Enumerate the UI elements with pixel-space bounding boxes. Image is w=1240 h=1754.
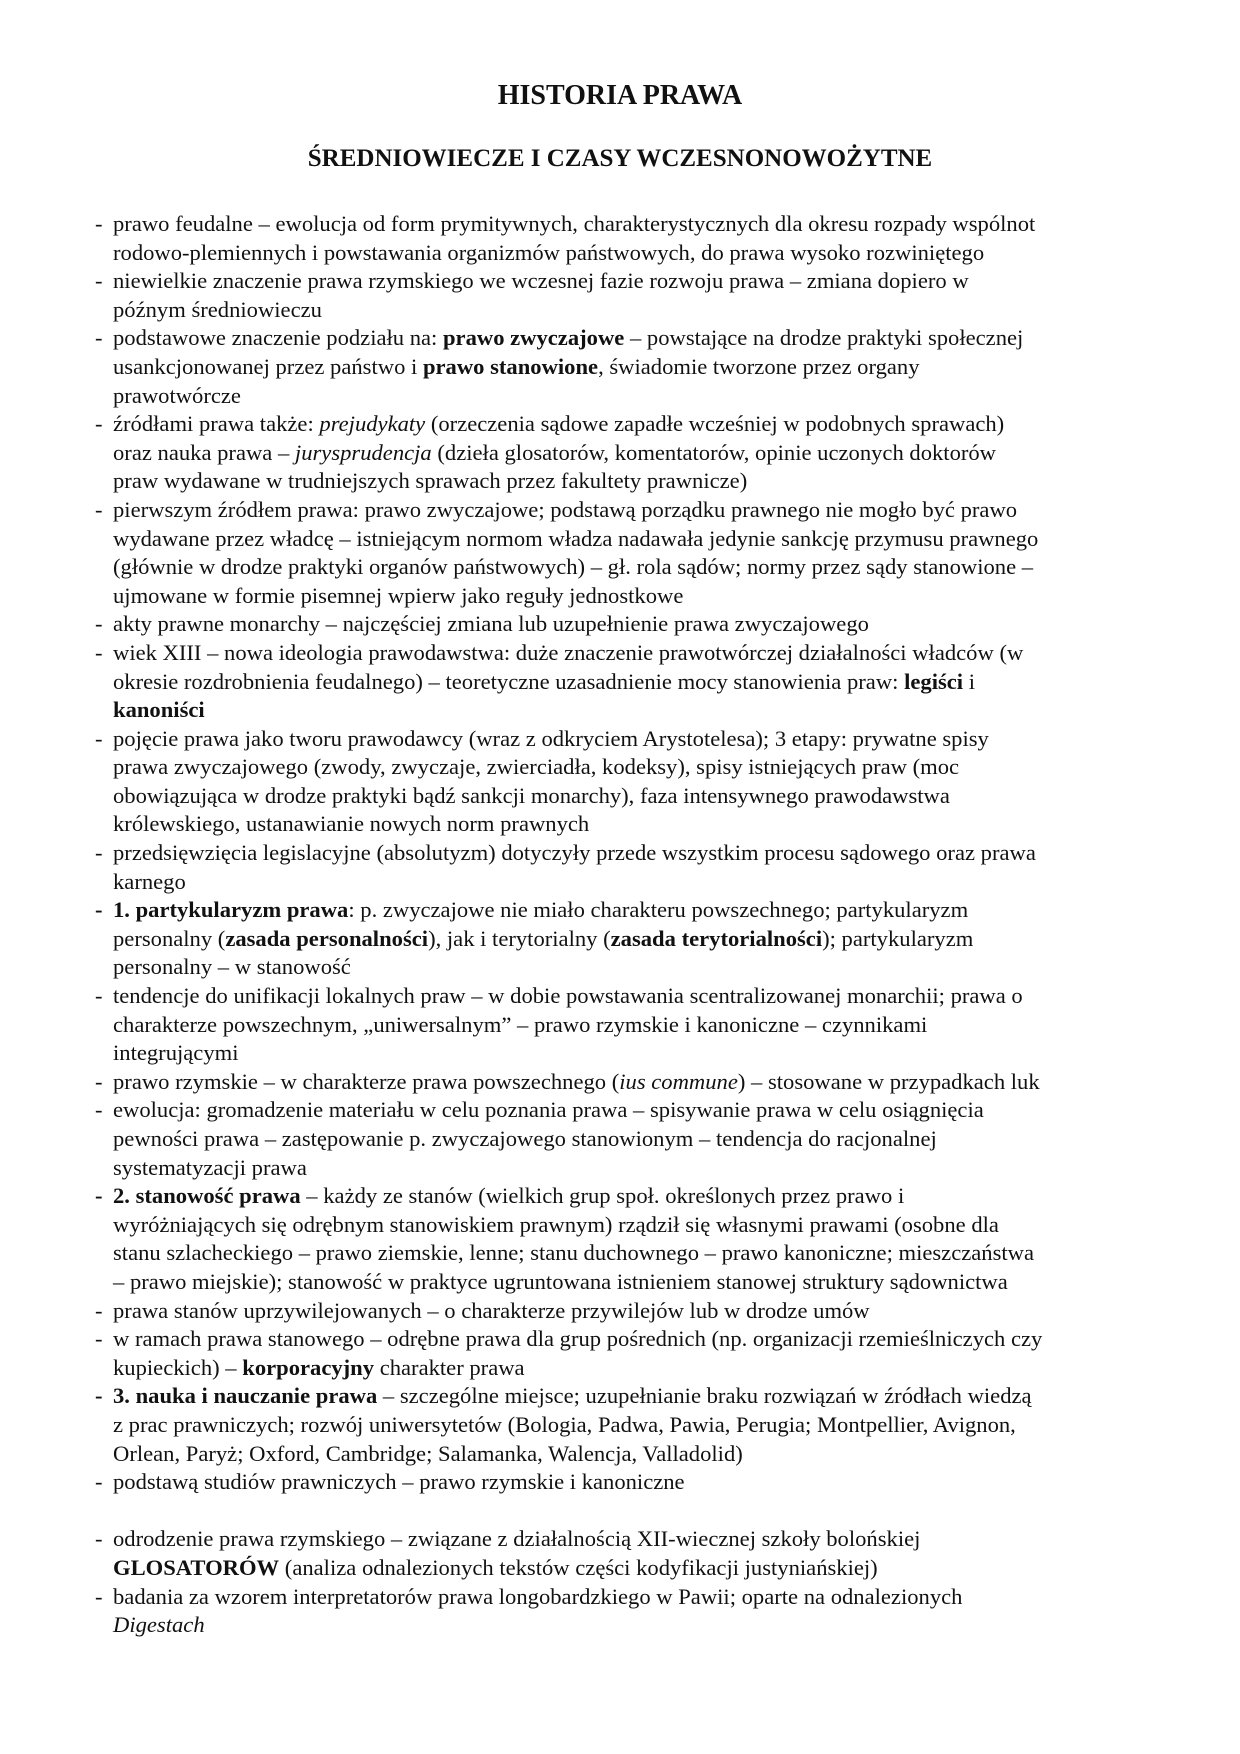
text-line [113,725,1155,754]
text-segment: (głównie w drodze praktyki organów państwowych) – gł. rola sądów; normy przez sądy stanowione – [113,554,1034,580]
text-segment: pierwszym źródłem prawa: prawo zwyczajowe; podstawą porządku prawnego nie mogło być prawo [113,496,1018,522]
text-segment: rodowo-plemiennych i powstawania organizmów państwowych, do prawa wysoko rozwiniętego [113,239,985,265]
text-segment: charakterze powszechnym, „uniwersalnym” – prawo rzymskie i kanoniczne – czynnikami [113,1011,928,1037]
text-segment: pojęcie prawa jako tworu prawodawcy (wraz z odkryciem Arystotelesa); 3 etapy: prywatne spisy [113,725,989,751]
text-segment: charakter prawa [374,1354,525,1380]
text-segment: ) – stosowane w przypadkach luk [737,1068,1040,1094]
bold-term: legiści [904,668,964,694]
bold-term: 2. stanowość prawa [113,1183,301,1209]
bullet-dash: - [95,1469,103,1495]
text-line [113,496,1155,525]
bold-term: kanoniści [113,697,205,723]
text-segment: (dzieła glosatorów, komentatorów, opinie uczonych doktorów [431,439,997,465]
list-item [95,1468,1155,1497]
text-line [113,525,1155,554]
list-item [95,324,1155,410]
text-segment: z prac prawniczych; rozwój uniwersytetów (Bologia, Padwa, Pawia, Perugia; Montpellier, Avignon, [113,1411,1016,1437]
text-segment: (orzeczenia sądowe zapadłe wcześniej w podobnych sprawach) [425,411,1005,437]
text-line [113,1268,1155,1297]
text-segment: akty prawne monarchy – najczęściej zmiana lub uzupełnienie prawa zwyczajowego [113,611,869,637]
text-segment: integrującymi [113,1040,239,1066]
text-line [113,296,1155,325]
text-segment: odrodzenie prawa rzymskiego – związane z działalnością XII-wiecznej szkoły bolońskiej [113,1526,921,1552]
bullet-dash: - [95,1526,103,1552]
bullet-dash: - [95,1183,103,1209]
text-line [113,982,1155,1011]
bold-term: korporacyjny [242,1354,375,1380]
text-segment: tendencje do unifikacji lokalnych praw – w dobie powstawania scentralizowanej monarchii; prawa o [113,983,1023,1009]
text-segment: usankcjonowanej przez państwo i [113,353,423,379]
text-line [113,696,1155,725]
text-line [113,382,1155,411]
bullet-dash: - [95,411,103,437]
list-item [95,639,1155,725]
text-segment: w ramach prawa stanowego – odrębne prawa dla grup pośrednich (np. organizacji rzemieślniczych czy [113,1326,1043,1352]
text-segment: okresie rozdrobnienia feudalnego) – teoretyczne uzasadnienie mocy stanowienia praw: [113,668,905,694]
text-segment: przedsięwzięcia legislacyjne (absolutyzm) dotyczyły przede wszystkim procesu sądowego oraz prawa [113,840,1036,866]
list-item [95,839,1155,896]
list-item [95,410,1155,496]
text-line [113,267,1155,296]
text-line [113,1325,1155,1354]
text-segment: źródłami prawa także: [113,411,320,437]
text-segment: prawa stanów uprzywilejowanych – o charakterze przywilejów lub w drodze umów [113,1297,870,1323]
text-segment: stanu szlacheckiego – prawo ziemskie, lenne; stanu duchownego – prawo kanoniczne; mieszczaństwa [113,1240,1034,1266]
bullet-dash: - [95,611,103,637]
bold-term: 3. nauka i nauczanie prawa [113,1383,378,1409]
text-line [113,668,1155,697]
text-line [113,1039,1155,1068]
list-item [95,896,1155,982]
bullet-dash: - [95,1383,103,1409]
list-item [95,1382,1155,1468]
text-line [113,1354,1155,1383]
text-line [113,1182,1155,1211]
text-line [113,1239,1155,1268]
text-segment: prawo rzymskie – w charakterze prawa powszechnego ( [113,1068,620,1094]
text-line [113,1411,1155,1440]
blank-line [95,1497,1155,1526]
text-line [113,753,1155,782]
bullet-dash: - [95,897,103,923]
bullet-dash: - [95,1297,103,1323]
text-segment: obowiązująca w drodze praktyki bądź sankcji monarchy), faza intensywnego prawodawstwa [113,782,950,808]
text-line [113,839,1155,868]
text-segment: prawo feudalne – ewolucja od form prymitywnych, charakterystycznych dla okresu rozpady wspólnot [113,211,1036,236]
list-item [95,982,1155,1068]
text-line [113,1583,1155,1612]
bullet-dash: - [95,325,103,351]
text-line [113,467,1155,496]
text-segment: kupieckich) – [113,1354,243,1380]
text-segment: ujmowane w formie pisemnej wpierw jako reguły jednostkowe [113,582,684,608]
document-subtitle: ŚREDNIOWIECZE I CZASY WCZESNONOWOŻYTNE [307,145,933,172]
text-line [113,324,1155,353]
list-item [95,1068,1155,1097]
text-segment: systematyzacji prawa [113,1154,307,1180]
italic-term: Digestach [113,1612,205,1638]
text-segment: – każdy ze stanów (wielkich grup społ. określonych przez prawo i [300,1183,905,1209]
list-item [95,210,1155,267]
text-line [113,1468,1155,1497]
text-segment: królewskiego, ustanawianie nowych norm prawnych [113,811,590,837]
text-segment: personalny – w stanowość [113,954,351,980]
text-segment: prawa zwyczajowego (zwody, zwyczaje, zwierciadła, kodeksy), spisy istniejących praw (moc [113,754,960,780]
list-item [95,1182,1155,1296]
text-segment: – powstające na drodze praktyki społecznej [624,325,1024,351]
text-segment: późnym średniowieczu [113,296,322,322]
text-line [113,353,1155,382]
text-segment: niewielkie znaczenie prawa rzymskiego we wczesnej fazie rozwoju prawa – zmiana dopiero w [113,268,969,294]
text-segment: Orlean, Paryż; Oxford, Cambridge; Salamanka, Walencja, Valladolid) [113,1440,743,1466]
italic-term: prejudykaty [319,411,426,437]
text-line [113,1554,1155,1583]
text-segment: ), jak i terytorialny ( [428,925,611,951]
bullet-dash: - [95,1068,103,1094]
text-line [113,868,1155,897]
text-segment: badania za wzorem interpretatorów prawa longobardzkiego w Pawii; oparte na odnalezionych [113,1583,963,1609]
text-line [113,1125,1155,1154]
text-line [113,610,1155,639]
bullet-dash: - [95,211,103,236]
text-line [113,1611,1155,1640]
text-line [113,582,1155,611]
text-line [113,1011,1155,1040]
text-segment: : p. zwyczajowe nie miało charakteru powszechnego; partykularyzm [348,897,969,923]
text-line [113,782,1155,811]
text-segment: podstawą studiów prawniczych – prawo rzymskie i kanoniczne [113,1469,685,1495]
text-line [113,925,1155,954]
text-line [113,1096,1155,1125]
text-segment: – prawo miejskie); stanowość w praktyce ugruntowana istnieniem stanowej struktury sądownictwa [113,1268,1008,1294]
list-item [95,496,1155,610]
bullet-dash: - [95,496,103,522]
text-segment: wydawane przez władcę – istniejącym normom władza nadawała jedynie sankcję przymusu prawnego [113,525,1039,551]
text-line [113,1297,1155,1326]
bold-term: GLOSATORÓW [113,1554,280,1580]
text-segment: pewności prawa – zastępowanie p. zwyczajowego stanowionym – tendencja do racjonalnej [113,1126,937,1151]
bullet-dash: - [95,725,103,751]
text-line [113,1211,1155,1240]
bullet-dash: - [95,639,103,665]
bullet-dash: - [95,1097,103,1123]
list-item [95,1325,1155,1382]
text-segment: wyróżniających się odrębnym stanowiskiem prawnym) rządził się własnymi prawami (osobne dla [113,1211,999,1237]
text-segment: prawotwórcze [113,382,241,408]
text-segment: wiek XIII – nowa ideologia prawodawstwa: duże znaczenie prawotwórczej działalności władców (w [113,639,1024,665]
list-item [95,267,1155,324]
text-segment: ewolucja: gromadzenie materiału w celu poznania prawa – spisywanie prawa w celu osiągnięcia [113,1097,984,1123]
text-segment: – szczególne miejsce; uzupełnianie braku rozwiązań w źródłach wiedzą [377,1383,1032,1409]
text-line [113,1068,1155,1097]
text-line [113,410,1155,439]
list-item [95,1096,1155,1182]
bullet-dash: - [95,268,103,294]
text-segment: personalny ( [113,925,226,951]
bullet-dash: - [95,1583,103,1609]
text-segment: ); partykularyzm [822,925,974,951]
text-segment: oraz nauka prawa – [113,439,295,465]
text-line [113,953,1155,982]
bold-term: zasada personalności [225,925,429,951]
text-segment: , świadomie tworzone przez organy [598,353,920,379]
italic-term: ius commune [619,1068,738,1094]
bullet-list [95,210,1155,1640]
bullet-dash: - [95,1326,103,1352]
list-item [95,1525,1155,1582]
list-item [95,610,1155,639]
text-line [113,210,1155,239]
text-segment: karnego [113,868,186,894]
text-line [113,1154,1155,1183]
bold-term: 1. partykularyzm prawa [113,897,349,923]
text-segment: praw wydawane w trudniejszych sprawach przez fakultety prawnicze) [113,468,748,494]
text-line [113,639,1155,668]
text-line [113,1440,1155,1469]
list-item [95,1297,1155,1326]
text-line [113,239,1155,268]
bullet-dash: - [95,840,103,866]
text-line [113,1382,1155,1411]
text-line [113,896,1155,925]
bold-term: prawo zwyczajowe [442,325,625,351]
text-line [113,810,1155,839]
list-item [95,725,1155,839]
bold-term: zasada terytorialności [610,925,823,951]
text-segment: (analiza odnalezionych tekstów części kodyfikacji justyniańskiej) [279,1554,878,1580]
bold-term: prawo stanowione [422,353,599,379]
text-segment: i [963,668,976,694]
text-segment: podstawowe znaczenie podziału na: [113,325,443,351]
text-line [113,553,1155,582]
bullet-dash: - [95,983,103,1009]
text-line [113,439,1155,468]
italic-term: jurysprudencja [294,439,432,465]
document-title: HISTORIA PRAWA [497,80,743,111]
list-item [95,1583,1155,1640]
text-line [113,1525,1155,1554]
